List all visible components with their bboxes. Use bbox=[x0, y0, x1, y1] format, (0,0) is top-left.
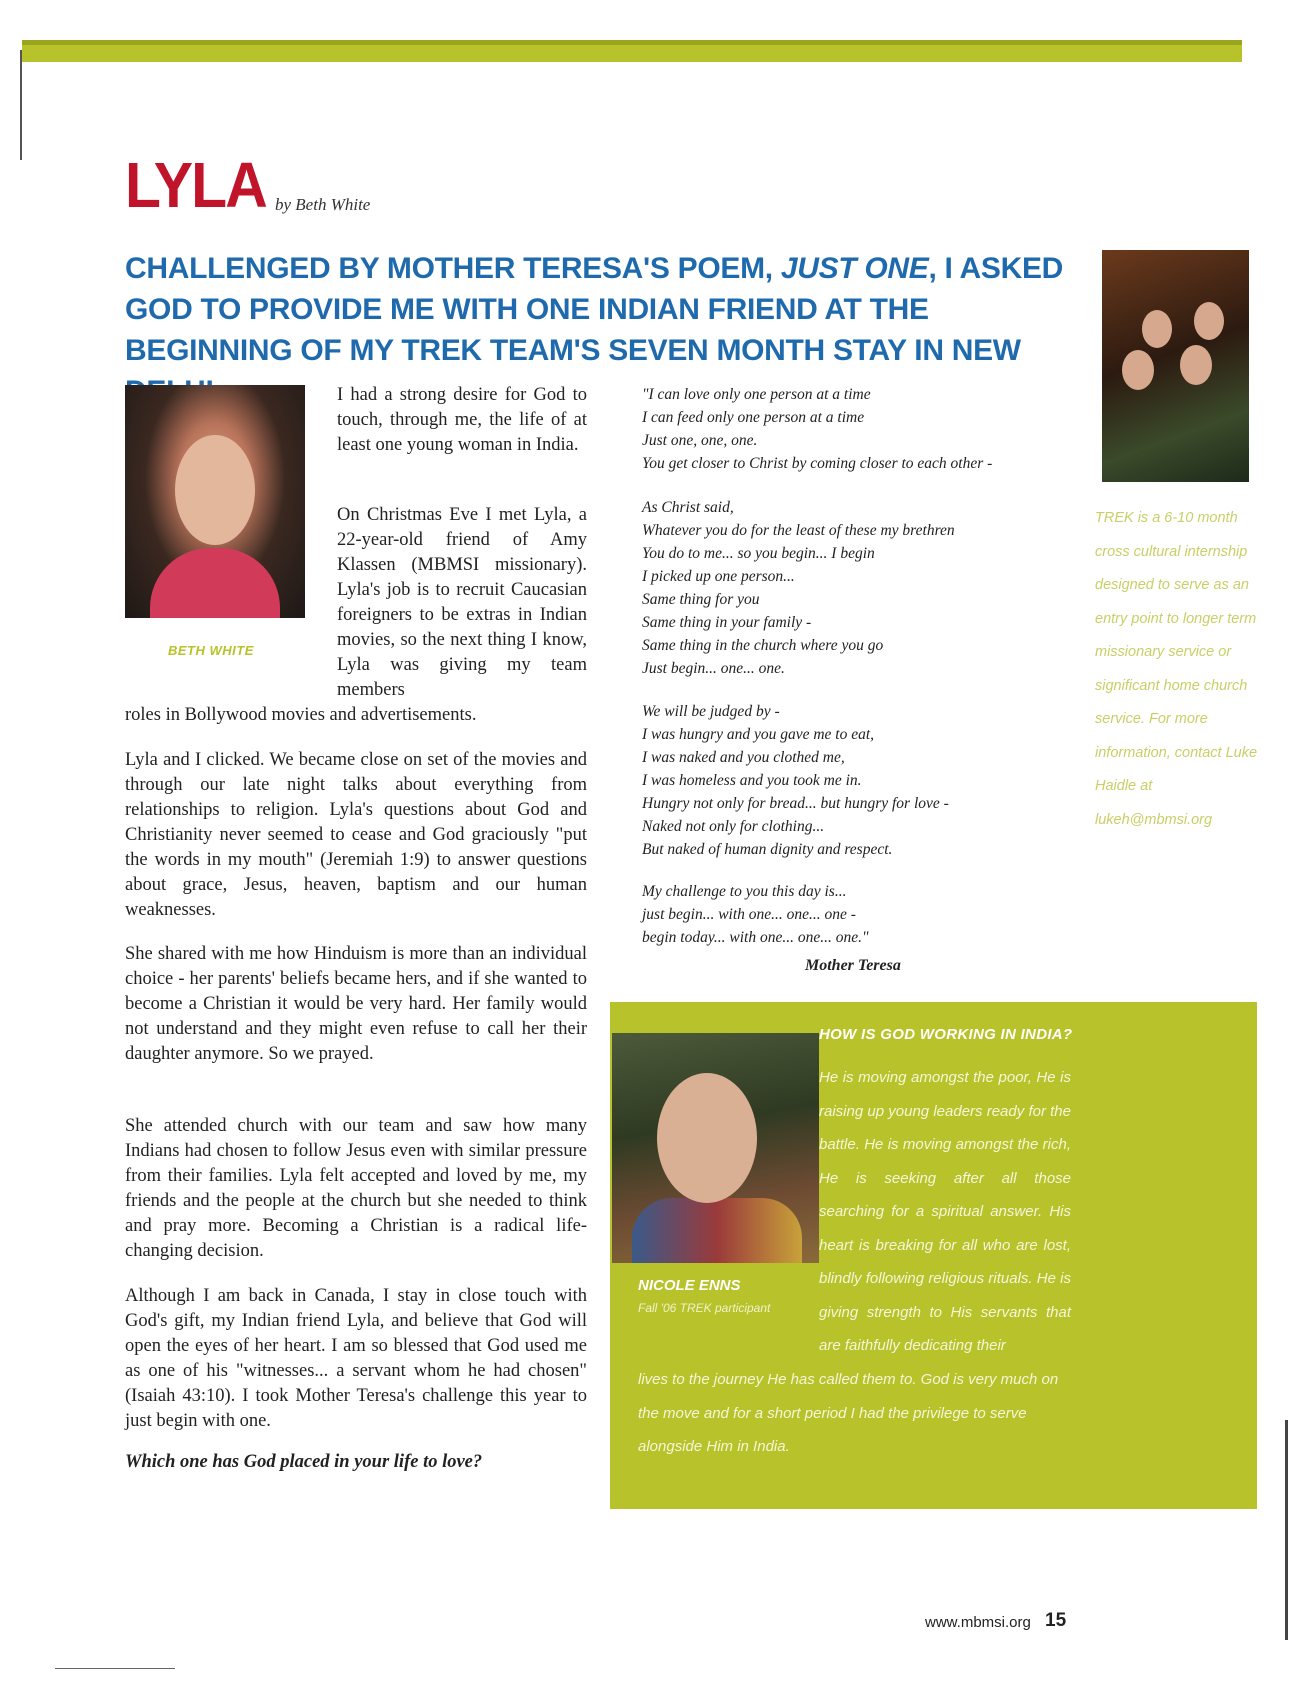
poem-line: Whatever you do for the least of these my brethren bbox=[642, 522, 955, 539]
team-photo bbox=[1102, 250, 1249, 482]
photo-face bbox=[657, 1073, 757, 1203]
photo-face bbox=[1180, 345, 1212, 385]
body-paragraph-2-end: roles in Bollywood movies and advertisements. bbox=[125, 705, 477, 725]
poem-line: But naked of human dignity and respect. bbox=[642, 841, 893, 858]
poem-stanza-2 bbox=[642, 496, 1062, 680]
poem-line: "I can love only one person at a time bbox=[642, 386, 871, 403]
nicole-photo-caption-role: Fall '06 TREK participant bbox=[638, 1301, 771, 1315]
poem-line: begin today... with one... one... one." bbox=[642, 929, 869, 946]
header-bar-shade bbox=[22, 40, 1242, 45]
headline-part-1: CHALLENGED BY MOTHER TERESA'S POEM, bbox=[125, 252, 781, 285]
poem-line: We will be judged by - bbox=[642, 703, 780, 720]
article-byline: by Beth White bbox=[275, 195, 371, 214]
body-paragraph-3: Lyla and I clicked. We became close on set of the movies and through our late night talks about everything from relationships to religion. Lyla's questions about God and Christianity never seemed to cease and God graciously "put the words in my mouth" (Jeremiah 1:9) to answer questions about grace, Jesus, heaven, baptism and our human weaknesses. bbox=[125, 750, 587, 920]
photo-scarf bbox=[632, 1198, 802, 1263]
body-paragraph-5: She attended church with our team and saw how many Indians had chosen to follow Jesus even with similar pressure from their families. Lyla felt accepted and loved by me, my friends and the people at the church but she needed to think and pray more. Becoming a Christian is a radical life-changing decision. bbox=[125, 1116, 587, 1261]
body-paragraph-1: I had a strong desire for God to touch, through me, the life of at least one young woman in India. bbox=[337, 385, 587, 455]
body-paragraph-4: She shared with me how Hinduism is more than an individual choice - her parents' beliefs became hers, and if she wanted to become a Christian it would be very hard. Her family would not understand and they might even refuse to call her their daughter anymore. So we prayed. bbox=[125, 944, 587, 1064]
poem-line: Naked not only for clothing... bbox=[642, 818, 825, 835]
feature-box-heading: HOW IS GOD WORKING IN INDIA? bbox=[819, 1026, 1073, 1043]
poem-line: I picked up one person... bbox=[642, 568, 795, 585]
feature-box-text: He is moving amongst the poor, He is raising up young leaders ready for the battle. He is moving amongst the rich, He is seeking after all those searching for a spiritual answer. His heart is breaking for all who are lost, blindly following religious rituals. He is giving strength to His servants that are faithfully dedicating their bbox=[819, 1069, 1071, 1354]
photo-face bbox=[175, 435, 255, 545]
photo-face bbox=[1142, 310, 1172, 348]
author-photo bbox=[125, 385, 305, 618]
poem-stanza-3 bbox=[642, 700, 1062, 861]
poem-line: You do to me... so you begin... I begin bbox=[642, 545, 875, 562]
poem-attribution: Mother Teresa bbox=[805, 957, 901, 974]
poem-stanza-4 bbox=[642, 880, 1062, 949]
poem-line: Same thing in the church where you go bbox=[642, 637, 884, 654]
page-number: 15 bbox=[1045, 1610, 1067, 1631]
author-photo-caption: BETH WHITE bbox=[168, 643, 254, 658]
poem-line: As Christ said, bbox=[642, 499, 734, 516]
poem-stanza-1 bbox=[642, 383, 1062, 475]
poem-line: Same thing for you bbox=[642, 591, 760, 608]
poem-line: Just begin... one... one. bbox=[642, 660, 785, 677]
feature-box-text-continued: lives to the journey He has called them to. God is very much on the move and for a short period I had the privilege to serve alongside Him in India. bbox=[638, 1371, 1059, 1455]
poem-line: Same thing in your family - bbox=[642, 614, 812, 631]
article-title: LYLA bbox=[125, 149, 266, 221]
body-paragraph-2: On Christmas Eve I met Lyla, a 22-year-old friend of Amy Klassen (MBMSI missionary). Lyla's job is to recruit Caucasian foreigners to be extras in Indian movies, so the next thing I know, Lyla was giving my team members bbox=[337, 505, 587, 700]
body-paragraph-6: Although I am back in Canada, I stay in close touch with God's gift, my Indian friend Lyla, and believe that God will open the eyes of her heart. I am so blessed that God used me as one of his "witnesses... a servant whom he had chosen" (Isaiah 43:10). I took Mother Teresa's challenge this year to just begin with one. bbox=[125, 1286, 587, 1431]
poem-line: I can feed only one person at a time bbox=[642, 409, 865, 426]
page-margin-rule bbox=[20, 50, 22, 160]
poem-line: I was hungry and you gave me to eat, bbox=[642, 726, 875, 743]
footer-rule bbox=[55, 1668, 175, 1669]
poem-line: just begin... with one... one... one - bbox=[642, 906, 856, 923]
poem-line: My challenge to you this day is... bbox=[642, 883, 847, 900]
photo-face bbox=[1122, 350, 1154, 390]
poem-line: Hungry not only for bread... but hungry for love - bbox=[642, 795, 949, 812]
headline-poem-title: JUST ONE bbox=[780, 252, 929, 285]
footer-url: www.mbmsi.org bbox=[925, 1614, 1031, 1631]
poem-line: I was homeless and you took me in. bbox=[642, 772, 862, 789]
poem-line: You get closer to Christ by coming closer to each other - bbox=[642, 455, 993, 472]
nicole-photo bbox=[612, 1033, 819, 1263]
photo-face bbox=[1194, 302, 1224, 340]
photo-shirt bbox=[150, 548, 280, 618]
trek-sidebar-note: TREK is a 6-10 month cross cultural internship designed to serve as an entry point to longer term missionary service or significant home church service. For more information, contact Luke Haidle at lukeh@mbmsi.org bbox=[1095, 510, 1258, 828]
poem-line: Just one, one, one. bbox=[642, 432, 758, 449]
poem-line: I was naked and you clothed me, bbox=[642, 749, 845, 766]
headline-part-2: , I ASKED GOD TO PROVIDE ME WITH ONE INDIAN FRIEND AT THE BEGINNING OF MY TREK TEAM'S SEVEN MONTH STAY IN NEW bbox=[125, 252, 1064, 367]
page-edge-rule bbox=[1285, 1420, 1288, 1640]
closing-question: Which one has God placed in your life to love? bbox=[125, 1452, 483, 1472]
nicole-photo-caption-name: NICOLE ENNS bbox=[638, 1277, 741, 1294]
